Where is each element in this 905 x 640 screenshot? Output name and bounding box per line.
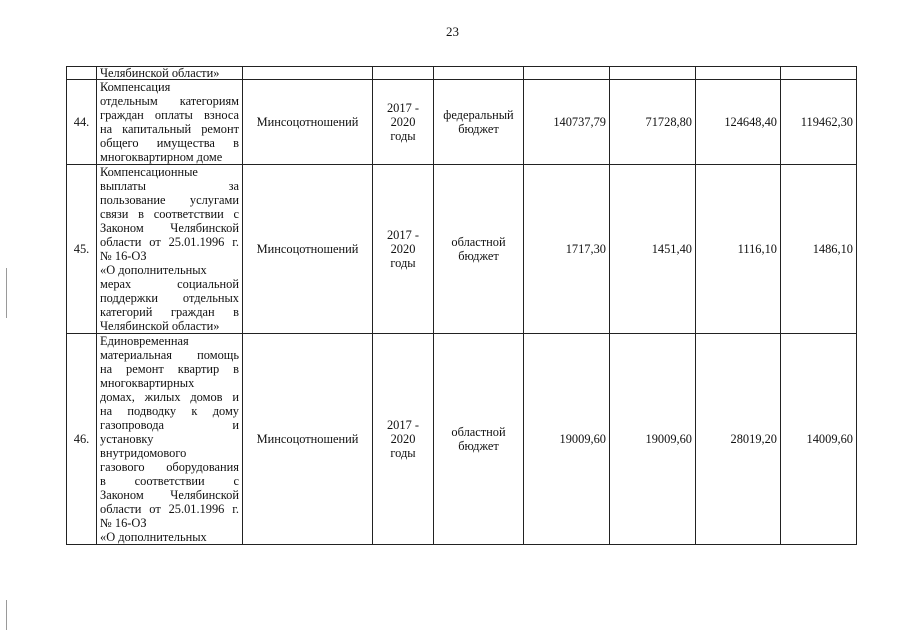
- measure-name-line: связи в соответствии с: [100, 207, 239, 221]
- value-cell: [524, 334, 610, 545]
- value-cell: [524, 67, 610, 80]
- value-cell: [696, 165, 781, 334]
- measure-name-line: установку: [100, 432, 154, 446]
- row-number: 44.: [73, 115, 90, 129]
- value-amount: 28019,20: [730, 432, 777, 446]
- value-amount: 1451,40: [651, 242, 692, 256]
- period-line: 2020: [390, 115, 416, 129]
- value-amount: 1116,10: [737, 242, 777, 256]
- value-cell: [781, 67, 857, 80]
- measure-name-line: на капитальный ремонт: [100, 122, 239, 136]
- measure-name-line: на подводку к дому: [100, 404, 239, 418]
- measure-name-line: общего имущества в: [100, 136, 239, 150]
- value-cell: [524, 165, 610, 334]
- table-row: [67, 334, 857, 545]
- period-cell: [373, 165, 434, 334]
- period-cell: [373, 80, 434, 165]
- executor-cell: [243, 334, 373, 545]
- measure-name-cell: [97, 334, 243, 545]
- measure-name-line: внутридомового: [100, 446, 187, 460]
- row-number-cell: [67, 80, 97, 165]
- budget-cell: [434, 165, 524, 334]
- period-line: 2020: [390, 242, 416, 256]
- table-body: [67, 67, 857, 545]
- program-measures-table: [66, 66, 857, 545]
- value-cell: [781, 165, 857, 334]
- value-cell: [610, 165, 696, 334]
- measure-name-line: мерах социальной: [100, 277, 239, 291]
- table-row-continued: [67, 67, 857, 80]
- row-number-cell: [67, 165, 97, 334]
- measure-name-line: Законом Челябинской: [100, 221, 239, 235]
- measure-name-line: пользование услугами: [100, 193, 239, 207]
- period-line: 2020: [390, 432, 416, 446]
- period-line: 2017 -: [386, 228, 419, 242]
- budget-line: областной: [451, 235, 506, 249]
- measure-name-line: № 16-ОЗ: [100, 516, 147, 530]
- period-line: 2017 -: [386, 418, 419, 432]
- period-line: годы: [390, 446, 416, 460]
- measure-name-line: Компенсация: [100, 80, 171, 94]
- value-amount: 124648,40: [724, 115, 777, 129]
- value-amount: 19009,60: [645, 432, 692, 446]
- measure-name-line: отдельным категориям: [100, 94, 239, 108]
- value-amount: 19009,60: [559, 432, 606, 446]
- measure-name-line: выплаты за: [100, 179, 239, 193]
- executor-text: Минсоцотношений: [256, 432, 359, 446]
- value-amount: 71728,80: [645, 115, 692, 129]
- value-amount: 119462,30: [800, 115, 853, 129]
- budget-line: бюджет: [458, 439, 499, 453]
- value-cell: [610, 67, 696, 80]
- row-number-cell: [67, 334, 97, 545]
- measure-name-line: Челябинской области»: [100, 66, 220, 80]
- value-cell: [696, 67, 781, 80]
- budget-line: областной: [451, 425, 506, 439]
- period-line: годы: [390, 256, 416, 270]
- value-amount: 140737,79: [553, 115, 606, 129]
- row-number-cell: [67, 67, 97, 80]
- executor-cell: [243, 80, 373, 165]
- measure-name-line: Единовременная: [100, 334, 189, 348]
- executor-cell: [243, 67, 373, 80]
- period-cell: [373, 334, 434, 545]
- measure-name-line: Челябинской области»: [100, 319, 220, 333]
- measure-name-line: газового оборудования: [100, 460, 239, 474]
- measure-name-line: в соответствии с: [100, 474, 239, 488]
- measure-name-line: Законом Челябинской: [100, 488, 239, 502]
- value-amount: 1717,30: [565, 242, 606, 256]
- measure-name-line: области от 25.01.1996 г.: [100, 502, 239, 516]
- page-number: 23: [446, 24, 459, 39]
- value-cell: [696, 334, 781, 545]
- period-line: 2017 -: [386, 101, 419, 115]
- table-row: [67, 165, 857, 334]
- measure-name-line: многоквартирном доме: [100, 150, 223, 164]
- budget-cell: [434, 334, 524, 545]
- table-row: [67, 80, 857, 165]
- measure-name-line: материальная помощь: [100, 348, 239, 362]
- budget-line: бюджет: [458, 122, 499, 136]
- scan-edge-mark: [6, 600, 7, 630]
- measure-name-cell: [97, 80, 243, 165]
- budget-cell: [434, 67, 524, 80]
- budget-cell: [434, 80, 524, 165]
- measure-name-line: на ремонт квартир в: [100, 362, 239, 376]
- period-cell: [373, 67, 434, 80]
- value-cell: [696, 80, 781, 165]
- period-line: годы: [390, 129, 416, 143]
- measure-name-line: «О дополнительных: [100, 530, 207, 544]
- value-cell: [610, 80, 696, 165]
- value-amount: 14009,60: [806, 432, 853, 446]
- measure-name-cell: [97, 165, 243, 334]
- value-cell: [781, 334, 857, 545]
- value-amount: 1486,10: [812, 242, 853, 256]
- value-cell: [524, 80, 610, 165]
- budget-line: бюджет: [458, 249, 499, 263]
- scan-edge-mark: [6, 268, 7, 318]
- budget-line: федеральный: [443, 108, 514, 122]
- row-number: 45.: [73, 242, 90, 256]
- measure-name-line: категорий граждан в: [100, 305, 239, 319]
- executor-cell: [243, 165, 373, 334]
- measure-name-line: «О дополнительных: [100, 263, 207, 277]
- executor-text: Минсоцотношений: [256, 115, 359, 129]
- measure-name-line: граждан оплаты взноса: [100, 108, 239, 122]
- row-number: 46.: [73, 432, 90, 446]
- measure-name-line: области от 25.01.1996 г.: [100, 235, 239, 249]
- measure-name-line: газопровода и: [100, 418, 239, 432]
- measure-name-line: Компенсационные: [100, 165, 198, 179]
- executor-text: Минсоцотношений: [256, 242, 359, 256]
- measure-name-line: № 16-ОЗ: [100, 249, 147, 263]
- measure-name-line: многоквартирных: [100, 376, 195, 390]
- value-cell: [610, 334, 696, 545]
- value-cell: [781, 80, 857, 165]
- measure-name-line: поддержки отдельных: [100, 291, 239, 305]
- measure-name-cell: [97, 67, 243, 80]
- measure-name-line: домах, жилых домов и: [100, 390, 239, 404]
